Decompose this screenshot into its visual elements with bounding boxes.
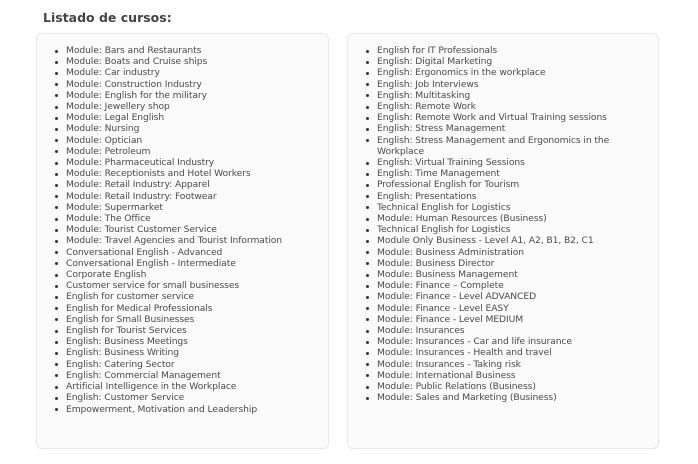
course-list-right <box>348 45 650 404</box>
course-list-item: Technical English for Logistics <box>377 224 650 235</box>
course-list-item: English: Stress Management and Ergonomics in the Workplace <box>377 135 650 157</box>
course-list-card-left <box>36 33 329 449</box>
page-title: Listado de cursos: <box>43 10 172 25</box>
course-list-item: English: Remote Work and Virtual Training sessions <box>377 112 650 123</box>
course-list-item: Module: Insurances - Car and life insurance <box>377 336 650 347</box>
course-list-item: Module: Tourist Customer Service <box>66 224 320 235</box>
course-list-item: English: Stress Management <box>377 123 650 134</box>
course-list-left <box>37 45 320 415</box>
course-list-item: Conversational English - Advanced <box>66 247 320 258</box>
course-list-item: English: Customer Service <box>66 392 320 403</box>
course-list-item: Module: Receptionists and Hotel Workers <box>66 168 320 179</box>
course-list-item: Module: Bars and Restaurants <box>66 45 320 56</box>
course-list-item: English: Job Interviews <box>377 79 650 90</box>
course-list-item: English for Medical Professionals <box>66 303 320 314</box>
course-list-item: Module: Jewellery shop <box>66 101 320 112</box>
course-list-item: Module: Human Resources (Business) <box>377 213 650 224</box>
course-list-item: English: Virtual Training Sessions <box>377 157 650 168</box>
course-list-item: Customer service for small businesses <box>66 280 320 291</box>
course-list-item: English: Digital Marketing <box>377 56 650 67</box>
course-list-item: English: Remote Work <box>377 101 650 112</box>
course-list-item: Professional English for Tourism <box>377 179 650 190</box>
course-list-item: English: Time Management <box>377 168 650 179</box>
course-list-item: English: Presentations <box>377 191 650 202</box>
course-list-item: English for IT Professionals <box>377 45 650 56</box>
course-list-item: Conversational English - Intermediate <box>66 258 320 269</box>
course-list-item: Module Only Business - Level A1, A2, B1, B2, C1 <box>377 235 650 246</box>
course-list-item: Module: Car industry <box>66 67 320 78</box>
course-list-item: Technical English for Logistics <box>377 202 650 213</box>
course-list-item: Module: Retail Industry: Apparel <box>66 179 320 190</box>
course-list-item: Module: Public Relations (Business) <box>377 381 650 392</box>
course-list-item: Module: Finance - Level EASY <box>377 303 650 314</box>
course-list-item: English for Tourist Services <box>66 325 320 336</box>
course-list-item: Module: Insurances - Taking risk <box>377 359 650 370</box>
course-list-item: Module: Business Management <box>377 269 650 280</box>
course-list-item: Module: Nursing <box>66 123 320 134</box>
course-list-item: Module: Finance – Complete <box>377 280 650 291</box>
course-list-item: Module: Retail Industry: Footwear <box>66 191 320 202</box>
course-list-item: Artificial Intelligence in the Workplace <box>66 381 320 392</box>
course-list-item: English: Business Meetings <box>66 336 320 347</box>
course-list-item: Module: Insurances <box>377 325 650 336</box>
course-list-item: Module: Business Director <box>377 258 650 269</box>
course-list-item: English for customer service <box>66 291 320 302</box>
course-list-item: Module: Supermarket <box>66 202 320 213</box>
course-list-item: Module: Travel Agencies and Tourist Information <box>66 235 320 246</box>
course-list-item: Module: Business Administration <box>377 247 650 258</box>
course-list-item: Module: The Office <box>66 213 320 224</box>
course-list-item: Module: Petroleum <box>66 146 320 157</box>
course-list-item: Module: Legal English <box>66 112 320 123</box>
course-list-item: Module: Finance - Level ADVANCED <box>377 291 650 302</box>
course-list-item: Module: Construction Industry <box>66 79 320 90</box>
course-list-item: English: Commercial Management <box>66 370 320 381</box>
course-list-item: Module: International Business <box>377 370 650 381</box>
course-list-item: English: Business Writing <box>66 347 320 358</box>
course-list-item: English for Small Businesses <box>66 314 320 325</box>
course-list-item: Module: English for the military <box>66 90 320 101</box>
course-list-item: Module: Pharmaceutical Industry <box>66 157 320 168</box>
course-list-item: Module: Sales and Marketing (Business) <box>377 392 650 403</box>
course-list-card-right <box>347 33 659 449</box>
course-list-item: Module: Optician <box>66 135 320 146</box>
course-list-item: English: Multitasking <box>377 90 650 101</box>
course-list-item: English: Ergonomics in the workplace <box>377 67 650 78</box>
course-list-item: Module: Insurances - Health and travel <box>377 347 650 358</box>
course-list-item: Corporate English <box>66 269 320 280</box>
course-list-item: English: Catering Sector <box>66 359 320 370</box>
course-list-item: Empowerment, Motivation and Leadership <box>66 404 320 415</box>
course-list-item: Module: Finance - Level MEDIUM <box>377 314 650 325</box>
course-list-item: Module: Boats and Cruise ships <box>66 56 320 67</box>
